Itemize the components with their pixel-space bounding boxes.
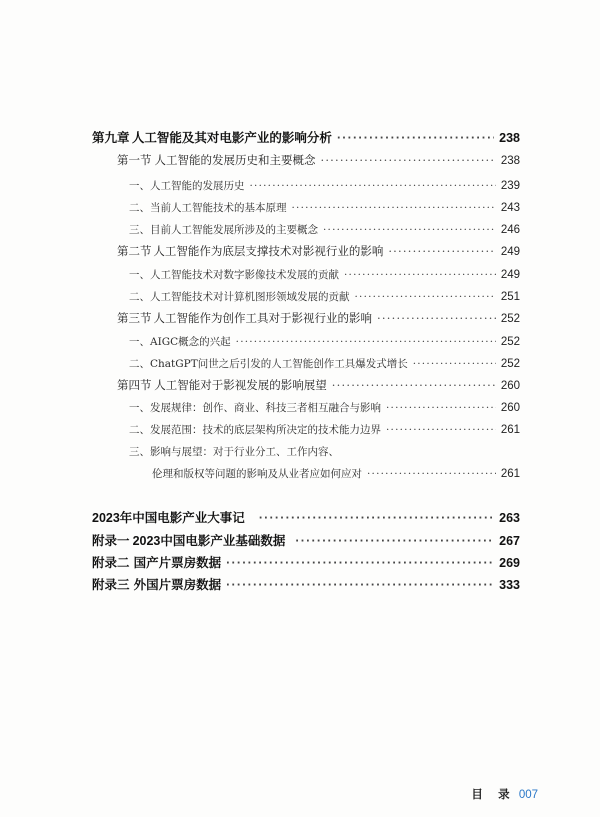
- item-title: 三、目前人工智能发展所涉及的主要概念: [129, 224, 318, 236]
- chapter-title: 人工智能及其对电影产业的影响分析: [131, 131, 332, 145]
- item-page: 249: [500, 269, 520, 281]
- section-page: 260: [500, 380, 520, 392]
- leader-dots: [323, 224, 496, 236]
- toc-item-entry[interactable]: [129, 267, 520, 282]
- item-page: 261: [500, 468, 520, 480]
- item-page: 261: [500, 424, 520, 436]
- backmatter-title: 国产片票房数据: [133, 556, 222, 570]
- section-title: 人工智能作为创作工具对于影视行业的影响: [153, 311, 373, 325]
- item-title: 二、当前人工智能技术的基本原理: [129, 202, 287, 214]
- leader-dots: [236, 336, 496, 348]
- section-title: 人工智能对于影视发展的影响展望: [154, 378, 327, 392]
- leader-dots: [377, 311, 496, 325]
- toc-item-entry[interactable]: [129, 356, 520, 371]
- toc-item-entry[interactable]: [129, 222, 520, 237]
- item-title: 一、人工智能技术对数字影像技术发展的贡献: [129, 269, 339, 281]
- item-title: 二、发展范围：技术的底层架构所决定的技术能力边界: [129, 424, 381, 436]
- leader-dots: [250, 180, 496, 192]
- item-title: 三、影响与展望：对于行业分工、工作内容、: [129, 446, 339, 458]
- leader-dots: [367, 468, 496, 480]
- leader-dots: [355, 291, 496, 303]
- toc-section-entry[interactable]: [117, 310, 520, 326]
- toc-item-continuation[interactable]: [152, 466, 520, 481]
- toc-item-entry[interactable]: [129, 400, 520, 415]
- section-page: 249: [500, 246, 520, 258]
- toc-item-entry[interactable]: [129, 289, 520, 304]
- section-label: 第四节: [117, 378, 152, 392]
- leader-dots: [259, 511, 494, 525]
- item-title: 一、人工智能的发展历史: [129, 180, 245, 192]
- toc-backmatter-entry[interactable]: [92, 508, 520, 526]
- appendix-label: 附录二: [92, 556, 130, 570]
- toc-backmatter-entry[interactable]: [92, 531, 520, 549]
- backmatter-page: 263: [499, 511, 520, 525]
- leader-dots: [386, 402, 496, 414]
- toc-section-entry[interactable]: [117, 243, 520, 259]
- backmatter-page: 267: [499, 534, 520, 548]
- leader-dots: [226, 578, 494, 592]
- toc-item-entry[interactable]: [129, 334, 520, 349]
- item-page: 246: [500, 224, 520, 236]
- item-page: 252: [500, 358, 520, 370]
- leader-dots: [413, 358, 496, 370]
- leader-dots: [344, 269, 496, 281]
- section-label: 第三节: [117, 311, 152, 325]
- page-number: 007: [518, 789, 538, 801]
- chapter-label: 第九章: [92, 131, 130, 145]
- backmatter-page: 269: [499, 556, 520, 570]
- item-title: 二、人工智能技术对计算机图形领域发展的贡献: [129, 291, 350, 303]
- item-title: 二、ChatGPT问世之后引发的人工智能创作工具爆发式增长: [129, 358, 408, 370]
- item-title: 一、发展规律：创作、商业、科技三者相互融合与影响: [129, 402, 381, 414]
- leader-dots: [292, 202, 496, 214]
- leader-dots: [337, 131, 494, 145]
- toc-section-entry[interactable]: [117, 377, 520, 393]
- toc-item-entry[interactable]: [129, 200, 520, 215]
- backmatter-page: 333: [499, 578, 520, 592]
- item-page: 251: [500, 291, 520, 303]
- section-title: 人工智能的发展历史和主要概念: [154, 153, 316, 167]
- leader-dots: [388, 244, 495, 258]
- footer-label: 目 录: [471, 789, 516, 801]
- item-title-continued: 伦理和版权等问题的影响及从业者应如何应对: [152, 468, 362, 480]
- section-page: 252: [500, 313, 520, 325]
- toc-item-entry[interactable]: [129, 178, 520, 193]
- appendix-label: 附录三: [92, 578, 130, 592]
- item-title: 一、AIGC概念的兴起: [129, 336, 231, 348]
- toc-chapter-entry[interactable]: [92, 128, 520, 146]
- item-page: 243: [500, 202, 520, 214]
- section-label: 第二节: [117, 244, 152, 258]
- leader-dots: [386, 424, 496, 436]
- toc-section-entry[interactable]: [117, 152, 520, 168]
- leader-dots: [226, 556, 494, 570]
- chapter-page: 238: [499, 131, 520, 145]
- appendix-label: 附录一: [92, 534, 130, 548]
- toc-item-entry[interactable]: [129, 422, 520, 437]
- leader-dots: [332, 378, 496, 392]
- backmatter-title: 2023年中国电影产业大事记: [92, 511, 245, 525]
- leader-dots: [295, 534, 494, 548]
- leader-dots: [320, 153, 495, 167]
- backmatter-title: 2023中国电影产业基础数据: [132, 534, 286, 548]
- section-page: 238: [500, 155, 520, 167]
- section-label: 第一节: [117, 153, 152, 167]
- section-title: 人工智能作为底层支撑技术对影视行业的影响: [153, 244, 384, 258]
- item-page: 252: [500, 336, 520, 348]
- toc-backmatter-entry[interactable]: [92, 553, 520, 571]
- toc-backmatter-entry[interactable]: [92, 575, 520, 593]
- item-page: 239: [500, 180, 520, 192]
- toc-item-entry[interactable]: [129, 444, 520, 459]
- page-footer: [471, 786, 538, 802]
- backmatter-title: 外国片票房数据: [133, 578, 222, 592]
- item-page: 260: [500, 402, 520, 414]
